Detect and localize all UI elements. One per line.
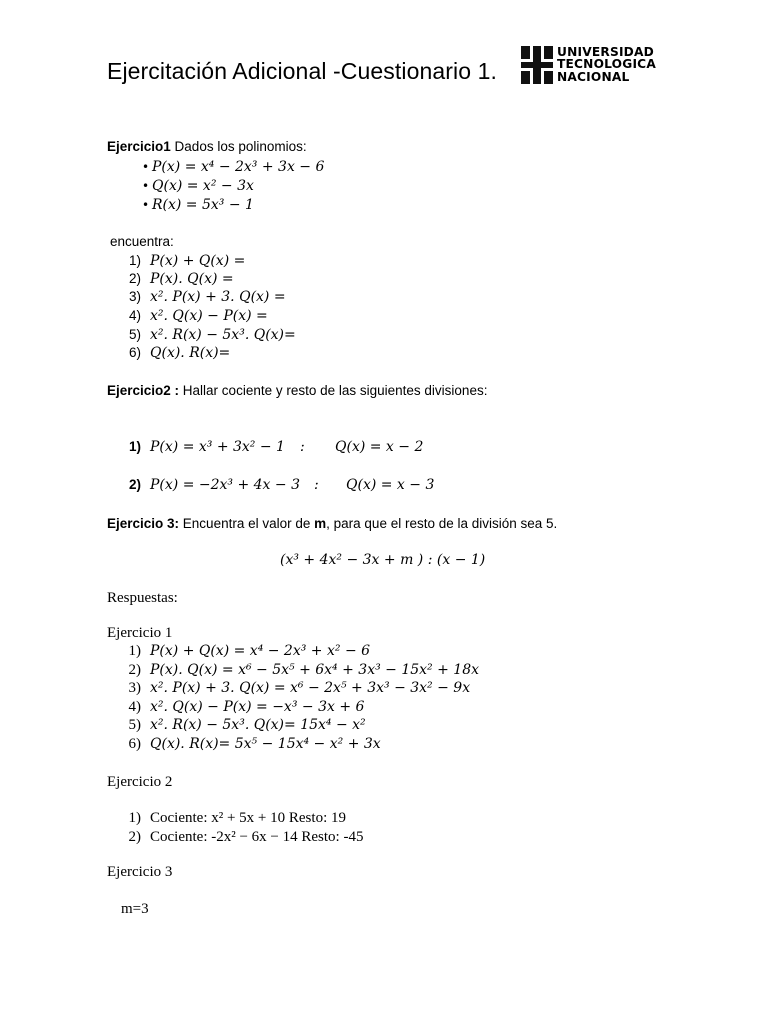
ej1-heading: Ejercicio1 Dados los polinomios: — [107, 139, 307, 154]
resp-ej1-item-3: 3) x². P(x) + 3. Q(x) = x⁶ − 2x⁵ + 3x³ − 3x² − 9x — [128, 680, 471, 696]
ej1-item-4: 4) x². Q(x) − P(x) = — [128, 308, 268, 324]
resp-ej2-heading: Ejercicio 2 — [107, 774, 173, 790]
ej3-expression: (x³ + 4x² − 3x + m ) : (x − 1) — [280, 552, 486, 568]
resp-ej3-answer: m=3 — [121, 901, 149, 917]
respuestas-heading: Respuestas: — [107, 590, 178, 606]
ej1-item-1: 1) P(x) + Q(x) = — [128, 253, 246, 269]
ej3-heading: Ejercicio 3: Encuentra el valor de m, para que el resto de la división sea 5. — [107, 516, 558, 531]
ej2-item-1-sep: : — [300, 439, 305, 455]
ej1-poly-q: • Q(x) = x² − 3x — [142, 178, 254, 194]
ej1-item-2: 2) P(x). Q(x) = — [128, 271, 234, 287]
ej1-item-5: 5) x². R(x) − 5x³. Q(x)= — [128, 327, 296, 343]
ej2-item-1: 1) P(x) = x³ + 3x² − 1 — [128, 439, 285, 455]
ej1-item-3: 3) x². P(x) + 3. Q(x) = — [128, 289, 286, 305]
resp-ej2-item-2: 2) Cociente: -2x² − 6x − 14 Resto: -45 — [128, 829, 364, 845]
page-title: Ejercitación Adicional -Cuestionario 1. — [107, 58, 497, 84]
utn-emblem-icon — [521, 46, 553, 84]
ej2-item-2: 2) P(x) = −2x³ + 4x − 3 — [128, 477, 300, 493]
resp-ej1-item-6: 6) Q(x). R(x)= 5x⁵ − 15x⁴ − x² + 3x — [128, 736, 381, 752]
ej2-item-2-sep: : — [314, 477, 319, 493]
ej2-heading: Ejercicio2 : Hallar cociente y resto de las siguientes divisiones: — [107, 383, 488, 398]
ej2-item-1-q: Q(x) = x − 2 — [335, 439, 424, 455]
utn-logo — [521, 46, 671, 86]
resp-ej2-item-1: 1) Cociente: x² + 5x + 10 Resto: 19 — [128, 810, 346, 826]
ej2-item-2-q: Q(x) = x − 3 — [346, 477, 435, 493]
resp-ej1-heading: Ejercicio 1 — [107, 625, 173, 641]
resp-ej1-item-2: 2) P(x). Q(x) = x⁶ − 5x⁵ + 6x⁴ + 3x³ − 15x² + 18x — [128, 662, 480, 678]
resp-ej3-heading: Ejercicio 3 — [107, 864, 173, 880]
resp-ej1-item-5: 5) x². R(x) − 5x³. Q(x)= 15x⁴ − x² — [128, 717, 366, 733]
ej1-poly-r: • R(x) = 5x³ − 1 — [142, 197, 254, 213]
resp-ej1-item-1: 1) P(x) + Q(x) = x⁴ − 2x³ + x² − 6 — [128, 643, 371, 659]
resp-ej1-item-4: 4) x². Q(x) − P(x) = −x³ − 3x + 6 — [128, 699, 365, 715]
utn-logo-text: UNIVERSIDAD TECNOLOGICA NACIONAL — [557, 45, 656, 84]
ej1-encuentra: encuentra: — [110, 234, 174, 249]
ej1-poly-p: • P(x) = x⁴ − 2x³ + 3x − 6 — [142, 159, 325, 175]
ej1-item-6: 6) Q(x). R(x)= — [128, 345, 231, 361]
